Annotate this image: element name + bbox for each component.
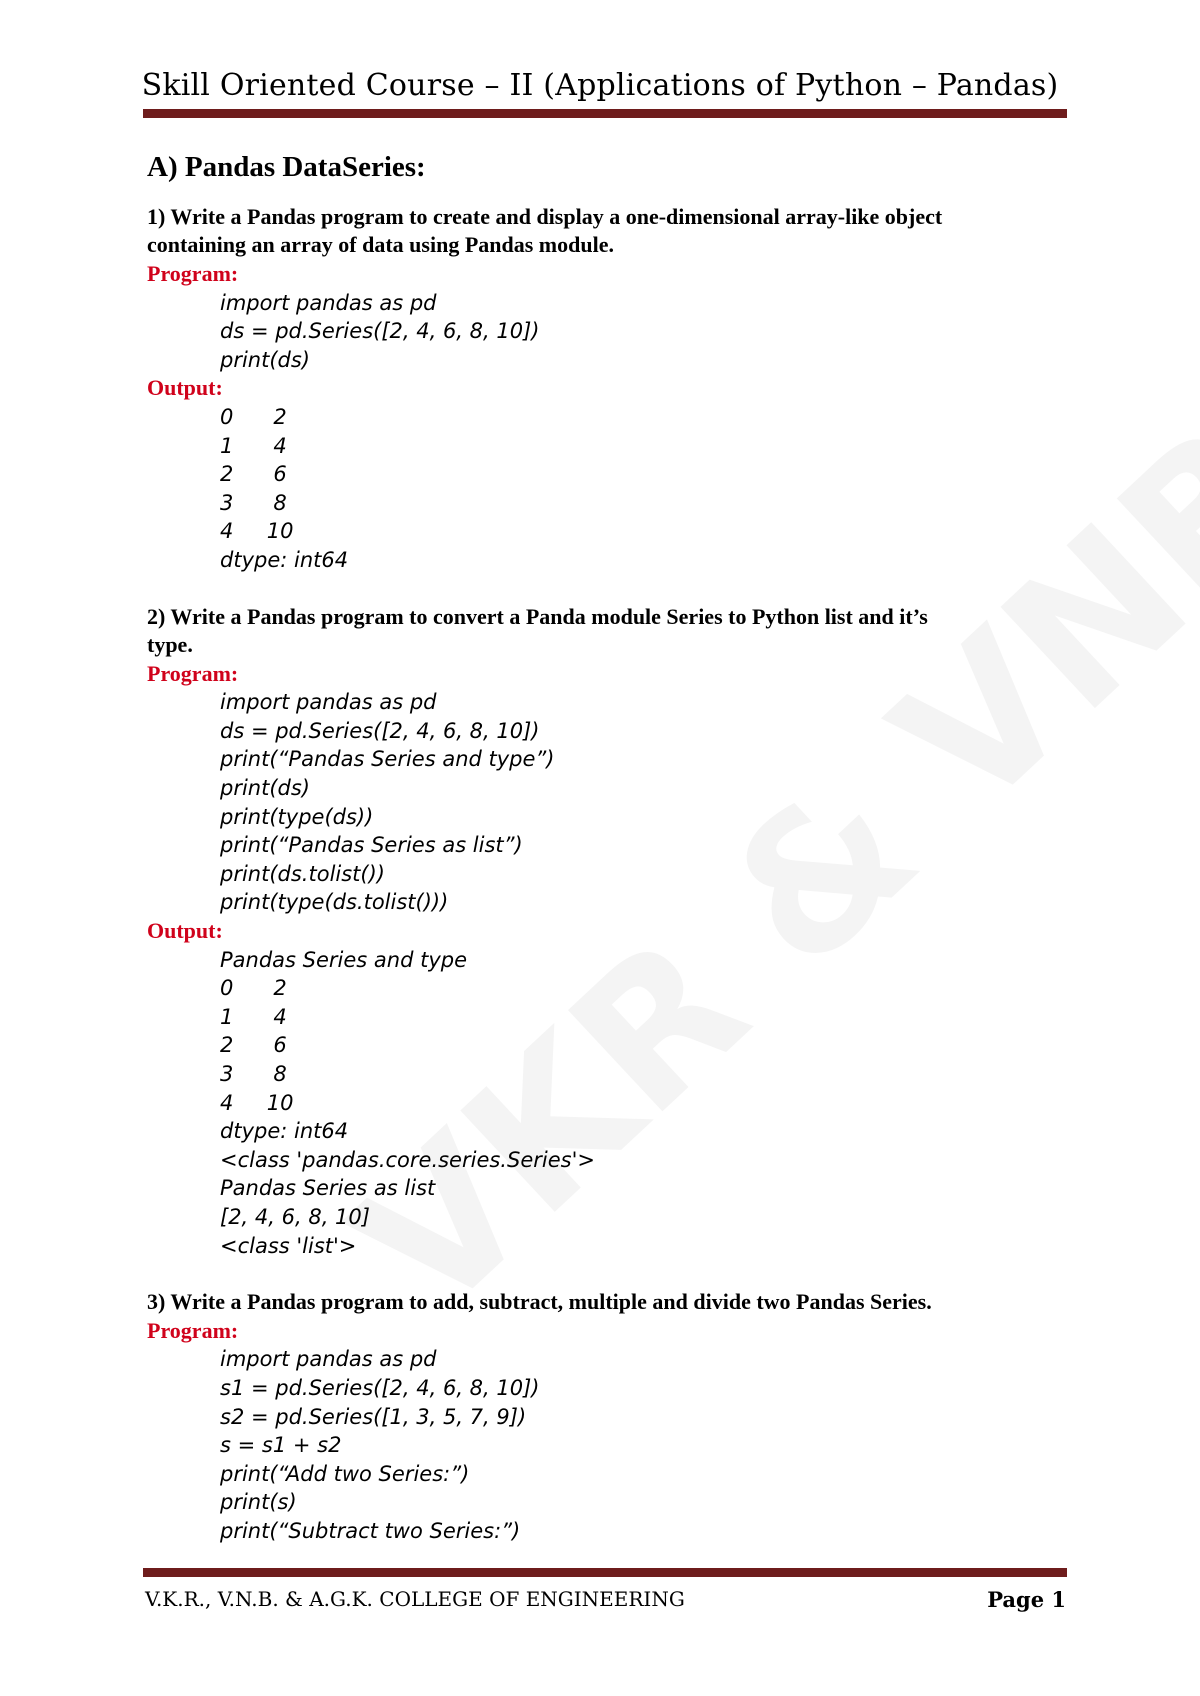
spacer <box>147 575 1062 603</box>
output-line: 4 10 <box>220 519 294 544</box>
output-line: 3 8 <box>220 490 287 515</box>
code-line: print(s) <box>220 1490 297 1515</box>
code-line: s2 = pd.Series([1, 3, 5, 7, 9]) <box>220 1404 527 1429</box>
output-line: Pandas Series as list <box>220 1176 436 1201</box>
program-label: Program: <box>147 1317 239 1343</box>
page-header-title: Skill Oriented Course – II (Applications of Python – Pandas) <box>141 68 1059 103</box>
code-line: print(type(ds.tolist())) <box>220 890 449 915</box>
question-block <box>147 603 1062 1261</box>
code-line: print(ds) <box>220 776 310 801</box>
question-text: 2) Write a Pandas program to convert a Panda module Series to Python list and it’s <box>147 603 928 629</box>
program-label: Program: <box>147 260 239 286</box>
question-text: type. <box>147 632 193 658</box>
code-line: print(ds.tolist()) <box>220 861 385 886</box>
footer-rule <box>143 1568 1067 1577</box>
output-line: Pandas Series and type <box>220 947 468 972</box>
output-label: Output: <box>147 918 223 944</box>
code-line: print(“Subtract two Series:”) <box>220 1518 521 1543</box>
program-label: Program: <box>147 660 239 686</box>
code-line: ds = pd.Series([2, 4, 6, 8, 10]) <box>220 718 540 743</box>
code-line: print(“Pandas Series as list”) <box>220 833 523 858</box>
output-line: <class 'pandas.core.series.Series'> <box>220 1147 595 1172</box>
output-line: 4 10 <box>220 1090 294 1115</box>
code-line: s = s1 + s2 <box>220 1433 342 1458</box>
header-rule <box>143 109 1067 118</box>
output-label: Output: <box>147 375 223 401</box>
code-line: s1 = pd.Series([2, 4, 6, 8, 10]) <box>220 1375 540 1400</box>
output-line: 1 4 <box>220 433 287 458</box>
output-line: <class 'list'> <box>220 1233 357 1258</box>
spacer <box>147 1260 1062 1288</box>
code-line: import pandas as pd <box>220 1347 437 1372</box>
code-line: print(ds) <box>220 347 310 372</box>
code-line: import pandas as pd <box>220 290 437 315</box>
question-block <box>147 203 1062 575</box>
output-line: 0 2 <box>220 976 287 1001</box>
code-line: print(“Add two Series:”) <box>220 1461 470 1486</box>
code-line: print(“Pandas Series and type”) <box>220 747 555 772</box>
footer-page-number: Page 1 <box>987 1587 1066 1612</box>
output-line: 2 6 <box>220 1033 287 1058</box>
question-text: 3) Write a Pandas program to add, subtract, multiple and divide two Pandas Series. <box>147 1289 932 1315</box>
output-line: dtype: int64 <box>220 547 349 572</box>
code-line: print(type(ds)) <box>220 804 374 829</box>
output-line: 0 2 <box>220 404 287 429</box>
question-list <box>147 203 1062 1546</box>
section-title: A) Pandas DataSeries: <box>147 151 426 183</box>
code-line: ds = pd.Series([2, 4, 6, 8, 10]) <box>220 319 540 344</box>
output-line: 3 8 <box>220 1062 287 1087</box>
question-text: containing an array of data using Pandas module. <box>147 232 614 258</box>
footer-college: V.K.R., V.N.B. & A.G.K. COLLEGE OF ENGINEERING <box>145 1587 685 1611</box>
question-text: 1) Write a Pandas program to create and display a one-dimensional array-like object <box>147 203 943 229</box>
output-line: 2 6 <box>220 462 287 487</box>
output-line: dtype: int64 <box>220 1119 349 1144</box>
question-block <box>147 1288 1062 1545</box>
output-line: 1 4 <box>220 1004 287 1029</box>
output-line: [2, 4, 6, 8, 10] <box>220 1204 370 1229</box>
code-line: import pandas as pd <box>220 690 437 715</box>
document-body <box>147 150 1062 1546</box>
